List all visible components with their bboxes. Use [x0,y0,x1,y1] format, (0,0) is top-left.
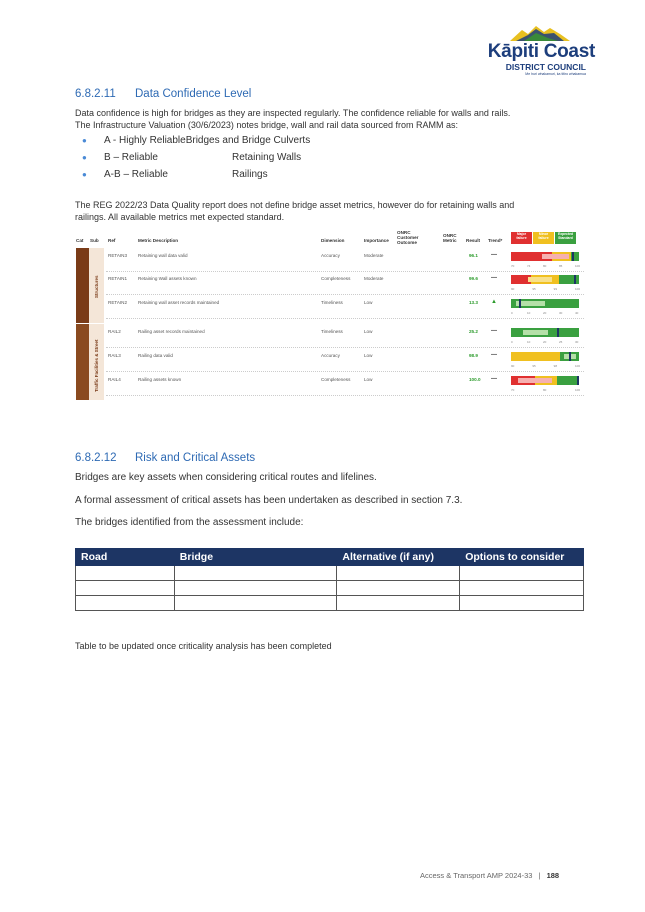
metric-importance: Moderate [364,276,384,281]
metric-bar [511,252,579,261]
metric-dimension: Completeness [321,276,351,281]
header-cat: Cat [76,238,84,243]
result-marker [574,275,576,284]
table-row [76,581,584,596]
tick-label: 20 [543,340,547,344]
tick-label: 80 [543,388,547,392]
tick-label: 10 [527,311,531,315]
metric-bar [511,275,579,284]
tick-label: 0 [511,311,513,315]
metric-description: Retaining Wall assets known [138,276,197,281]
metric-description: Retaining wall asset records maintained [138,300,220,305]
metric-description: Retaining wall data valid [138,253,188,258]
footer-separator: | [538,871,541,880]
footer-doc-title: Access & Transport AMP 2024-33 [420,871,533,880]
table-row [106,297,584,319]
trend-icon: — [491,328,497,334]
col-road: Road [76,549,175,566]
tick-label: 100 [575,287,581,291]
metric-ref: RAIL3 [108,353,121,358]
metric-result: 98.9 [469,353,478,358]
tick-label: 90 [511,287,515,291]
tick-label: 74 [527,264,531,268]
metric-ref: RETAIN3 [108,253,128,258]
metric-importance: Low [364,353,373,358]
metric-importance: Low [364,329,373,334]
metric-result: 25.2 [469,329,478,334]
metric-bar [511,299,579,308]
header-sub: Sub [90,238,99,243]
header-onrc-outcome: ONRC Customer Outcome [397,230,419,245]
legend-major-failure: Major failure [511,232,532,244]
header-ref: Ref [108,238,116,243]
tick-label: 10 [527,340,531,344]
table-row [106,350,584,372]
category-band [76,324,89,400]
metric-description: Railing asset records maintained [138,329,205,334]
page-footer [420,871,559,880]
metric-result: 96.1 [469,253,478,258]
metric-bar [511,376,579,385]
tick-label: 85 [559,264,563,268]
result-marker [572,252,574,261]
critical-bridges-table [75,548,584,611]
metric-dimension: Accuracy [321,353,340,358]
tick-label: 100 [575,364,581,368]
metric-bar [511,352,579,361]
council-logo [470,24,595,82]
mountain-logo-icon [510,24,570,42]
trend-icon: — [491,352,497,358]
table-row [106,273,584,295]
tick-label: 40 [575,311,579,315]
tick-label: 100 [575,264,581,268]
tick-label: 95 [532,364,536,368]
tick-label: 30 [559,311,563,315]
trend-icon: — [491,252,497,258]
table-row [106,326,584,348]
header-trend: Trend* [488,238,503,243]
table-row [106,374,584,396]
metric-result: 100.0 [469,377,481,382]
tick-label: 90 [511,364,515,368]
logo-line2: DISTRICT COUNCIL [505,62,586,72]
paragraph: railings. All available metrics met expected standard. [75,212,285,222]
trend-icon: — [491,376,497,382]
col-bridge: Bridge [174,549,337,566]
metric-ref: RAIL4 [108,377,121,382]
paragraph: The REG 2022/23 Data Quality report does not define bridge asset metrics, however do for retaining walls and [75,200,515,210]
category-label-structures: Structures [94,275,99,298]
result-marker [577,376,579,385]
tick-label: 30 [575,340,579,344]
section-heading-data-confidence: 6.8.2.11 Data Confidence Level [75,88,252,100]
bullet-icon: ● [82,170,87,179]
col-options: Options to consider [460,549,584,566]
metric-importance: Moderate [364,253,384,258]
metric-ref: RAIL2 [108,329,121,334]
col-alternative: Alternative (if any) [337,549,460,566]
metric-dimension: Timeliness [321,329,343,334]
legend-minor-failure: Minor failure [533,232,554,244]
tick-label: 70 [511,264,515,268]
data-quality-metrics-table [74,228,584,403]
metric-ref: RETAIN1 [108,276,128,281]
tick-label: 70 [511,388,515,392]
metric-bar [511,328,579,337]
paragraph: The bridges identified from the assessment include: [75,517,304,528]
table-row [76,566,584,581]
page-number: 188 [546,871,560,880]
result-marker [557,328,559,337]
tick-label: 99 [553,287,557,291]
table-row [76,596,584,611]
tick-label: 20 [543,311,547,315]
header-importance: Importance [364,238,389,243]
tick-label: 98 [553,364,557,368]
header-dimension: Dimension [321,238,345,243]
paragraph: Bridges are key assets when considering critical routes and lifelines. [75,472,377,483]
metric-dimension: Completeness [321,377,351,382]
metric-ref: RETAIN2 [108,300,128,305]
tick-label: 0 [511,340,513,344]
metric-description: Railing data valid [138,353,173,358]
tick-label: 100 [575,388,581,392]
bullet-icon: ● [82,136,87,145]
header-result: Result [466,238,481,243]
metric-description: Railing assets known [138,377,182,382]
paragraph: A formal assessment of critical assets has been undertaken as described in section 7.3. [75,495,463,506]
metric-result: 13.3 [469,300,478,305]
paragraph: Data confidence is high for bridges as they are inspected regularly. The confidence reliable for walls and rails. [75,108,511,118]
metric-importance: Low [364,377,373,382]
result-marker [519,299,521,308]
tick-label: 95 [532,287,536,291]
metric-dimension: Timeliness [321,300,343,305]
category-band [76,248,89,323]
logo-tagline: Me huri whakamuri, ka titiro whakamua [525,72,586,76]
metric-dimension: Accuracy [321,253,340,258]
metric-importance: Low [364,300,373,305]
tick-label: 25 [559,340,563,344]
bullet-icon: ● [82,153,87,162]
table-note: Table to be updated once criticality analysis has been completed [75,641,332,651]
trend-icon: — [491,275,497,281]
table-row [106,250,584,272]
header-desc: Metric Description [138,238,179,243]
header-onrc-metric: ONRC Metric [443,233,457,243]
result-marker [569,352,571,361]
section-heading-risk: 6.8.2.12 Risk and Critical Assets [75,452,256,464]
metric-result: 99.6 [469,276,478,281]
paragraph: The Infrastructure Valuation (30/6/2023) notes bridge, wall and rail data sourced from RAMM as: [75,120,459,130]
logo-line1: Kāpiti Coast [487,41,595,62]
legend-expected-standard: Expected Standard [555,232,576,244]
trend-icon: ▲ [491,299,497,305]
tick-label: 80 [543,264,547,268]
category-label-traffic: Traffic Facilities & Street [94,339,99,392]
